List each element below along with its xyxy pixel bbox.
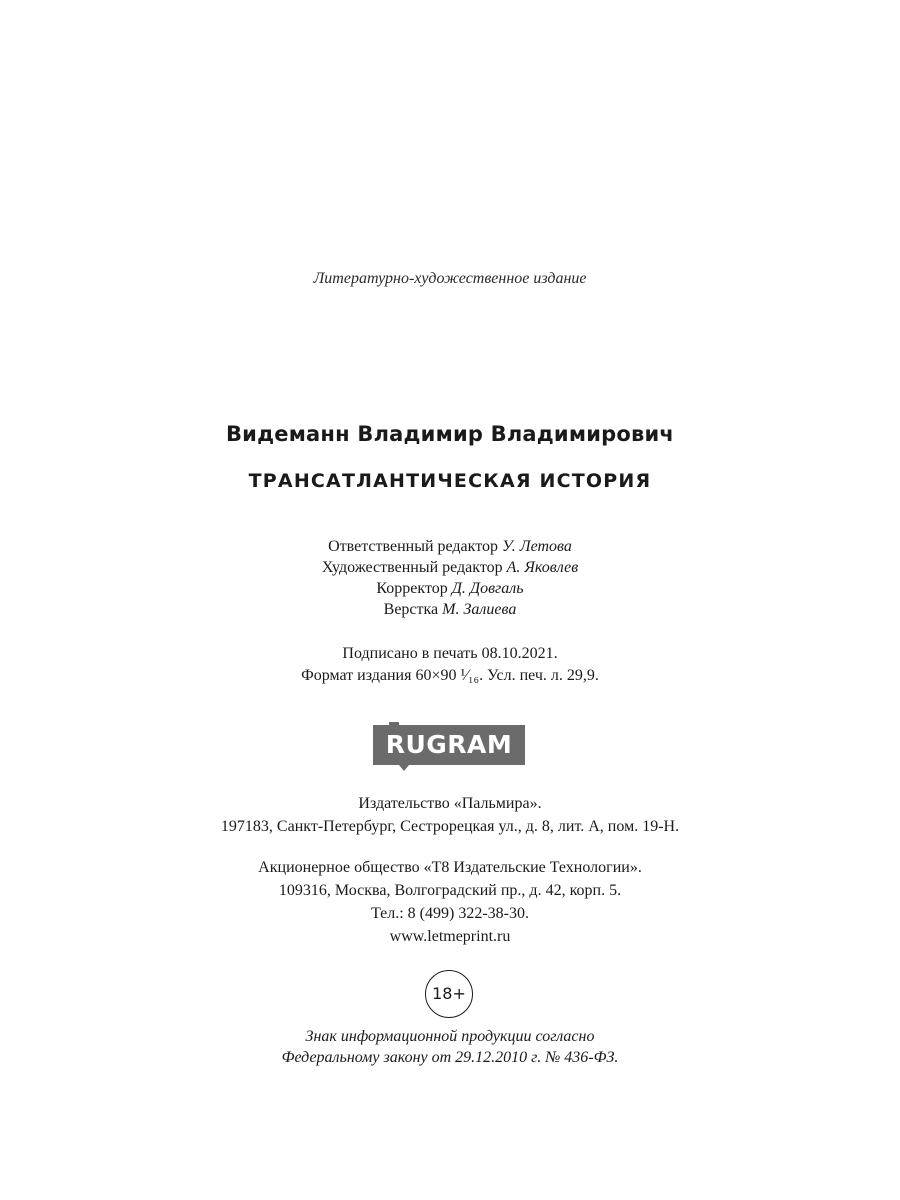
age-rating-badge: 18+ bbox=[425, 970, 473, 1018]
publisher-name: Издательство «Пальмира». bbox=[358, 795, 542, 812]
printer-website: www.letmeprint.ru bbox=[389, 928, 511, 945]
printer-phone: Тел.: 8 (499) 322-38-30. bbox=[370, 905, 529, 922]
logo-text: RUGRAM bbox=[373, 725, 525, 765]
credit-role: Художественный редактор bbox=[321, 559, 503, 576]
print-signed-date: Подписано в печать 08.10.2021. bbox=[342, 645, 558, 662]
credit-role: Ответственный редактор bbox=[328, 538, 498, 555]
legal-notice-line: Знак информационной продукции согласно bbox=[305, 1028, 595, 1045]
printer-address: 109316, Москва, Волгоградский пр., д. 42, корп. 5. bbox=[278, 882, 622, 899]
logo-pointer-decoration bbox=[399, 765, 409, 771]
credits-block bbox=[0, 536, 900, 620]
credit-person: М. Залиева bbox=[442, 601, 517, 618]
author-name: Видеманн Владимир Владимирович bbox=[225, 422, 675, 446]
credit-line-layout bbox=[0, 599, 900, 620]
publisher-block bbox=[0, 792, 900, 838]
legal-notice bbox=[0, 1026, 900, 1068]
legal-notice-line: Федеральному закону от 29.12.2010 г. № 436-ФЗ. bbox=[281, 1049, 619, 1066]
credit-role: Верстка bbox=[383, 601, 439, 618]
publisher-address: 197183, Санкт-Петербург, Сестрорецкая ул., д. 8, лит. А, пом. 19-Н. bbox=[220, 818, 680, 835]
credit-line-proofreader bbox=[0, 578, 900, 599]
printer-name: Акционерное общество «Т8 Издательские Технологии». bbox=[258, 859, 642, 876]
printer-block bbox=[0, 856, 900, 948]
credit-line-editor bbox=[0, 536, 900, 557]
book-title: ТРАНСАТЛАНТИЧЕСКАЯ ИСТОРИЯ bbox=[248, 470, 652, 492]
edition-type: Литературно-художественное издание bbox=[313, 270, 587, 287]
credit-line-art-editor bbox=[0, 557, 900, 578]
credit-person: Д. Довгаль bbox=[451, 580, 524, 597]
credit-person: А. Яковлев bbox=[506, 559, 579, 576]
credit-person: У. Летова bbox=[502, 538, 572, 555]
print-info-block bbox=[0, 643, 900, 687]
print-format: Формат издания 60×90 ¹⁄₁₆. Усл. печ. л. 29,9. bbox=[301, 667, 599, 684]
credit-role: Корректор bbox=[376, 580, 448, 597]
publisher-logo bbox=[373, 722, 525, 770]
